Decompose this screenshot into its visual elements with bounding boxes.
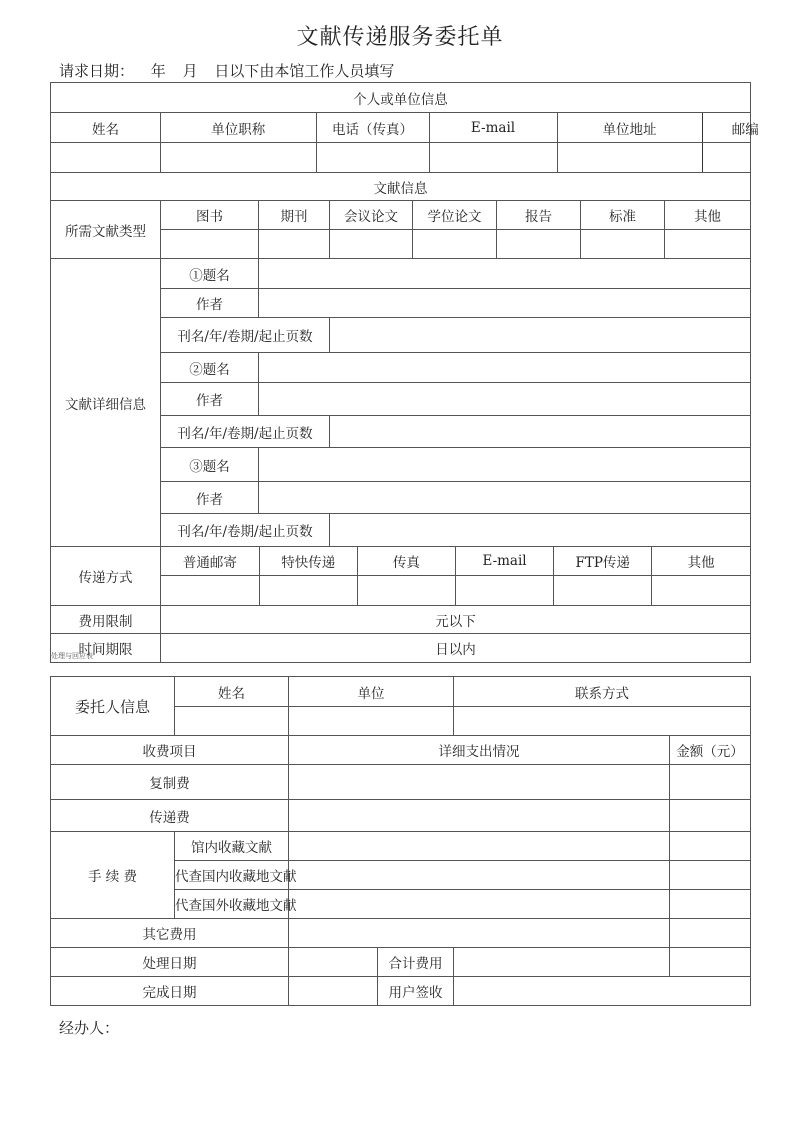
literature-info-header: 文献信息 — [51, 173, 751, 201]
type-thesis: 学位论文 — [413, 201, 497, 230]
address-column-header: 单位地址 — [557, 113, 702, 142]
personal-info-header: 个人或单位信息 — [51, 83, 751, 113]
processing-form-table — [50, 676, 751, 1006]
delivery-express: 特快传递 — [259, 547, 357, 575]
process-date-field[interactable] — [289, 948, 378, 977]
copy-fee-detail[interactable] — [289, 765, 670, 800]
client-unit-header: 单位 — [289, 677, 454, 707]
type-journal: 期刊 — [259, 201, 330, 230]
delivery-other-check[interactable] — [652, 576, 750, 605]
handling-local-detail[interactable] — [289, 832, 670, 861]
client-contact-header: 联系方式 — [454, 677, 751, 707]
item2-journal-label: 刊名/年/卷期/起止页数 — [161, 416, 330, 448]
type-book: 图书 — [161, 201, 259, 230]
handler-label: 经办人： — [59, 1019, 120, 1037]
copy-fee-amount[interactable] — [670, 765, 751, 800]
client-contact-field[interactable] — [454, 707, 751, 736]
item1-title-label: ①题名 — [161, 259, 259, 289]
item2-author-label: 作者 — [161, 383, 259, 416]
other-fee-label: 其它费用 — [51, 919, 289, 948]
title-input-cell[interactable] — [161, 143, 316, 172]
handling-fee-label: 手 续 费 — [51, 832, 175, 919]
form-title: 文献传递服务委托单 — [296, 25, 504, 50]
delivery-other: 其他 — [687, 555, 715, 571]
address-input-cell[interactable] — [557, 143, 702, 172]
literature-detail-label: 文献详细信息 — [51, 259, 161, 547]
complete-date-field[interactable] — [289, 977, 378, 1006]
user-sign-label: 用户签收 — [378, 977, 454, 1006]
title-column-header: 单位职称 — [161, 113, 316, 142]
name-input-cell[interactable] — [51, 143, 161, 173]
other-fee-amount[interactable] — [670, 919, 751, 948]
type-conference-check[interactable] — [330, 230, 413, 259]
handling-local-amount[interactable] — [670, 832, 751, 861]
item1-author-label: 作者 — [161, 289, 259, 318]
type-thesis-check[interactable] — [413, 230, 497, 259]
time-limit-label: 时间期限 — [51, 634, 161, 663]
section-note: 处理与回应表 — [51, 652, 93, 660]
other-fee-detail[interactable] — [289, 919, 670, 948]
item3-author-label: 作者 — [161, 482, 259, 514]
total-fee-field[interactable] — [454, 948, 670, 977]
item3-journal-label: 刊名/年/卷期/起止页数 — [161, 514, 330, 547]
type-standard-check[interactable] — [581, 230, 665, 259]
handling-item-local: 馆内收藏文献 — [175, 832, 289, 861]
fee-amount-header: 金额（元） — [670, 736, 751, 765]
item2-journal-field[interactable] — [330, 416, 751, 448]
complete-date-label: 完成日期 — [51, 977, 289, 1006]
literature-type-label: 所需文献类型 — [51, 201, 161, 259]
delivery-fax-check[interactable] — [357, 576, 455, 605]
request-year-label: 年 — [150, 62, 166, 80]
item1-author-field[interactable] — [259, 289, 751, 318]
type-standard: 标准 — [581, 201, 665, 230]
delivery-fee-label: 传递费 — [51, 800, 289, 832]
item1-journal-label: 刊名/年/卷期/起止页数 — [161, 318, 330, 353]
delivery-ftp-check[interactable] — [554, 576, 652, 605]
name-column-header: 姓名 — [51, 113, 161, 143]
client-info-label: 委托人信息 — [51, 677, 175, 736]
request-date-label: 请求日期： — [59, 62, 135, 80]
handling-foreign-amount[interactable] — [670, 890, 751, 919]
delivery-email: E-mail — [455, 547, 553, 575]
type-other: 其他 — [665, 201, 751, 230]
delivery-fee-amount[interactable] — [670, 800, 751, 832]
process-date-label: 处理日期 — [51, 948, 289, 977]
fee-limit-field[interactable]: 元以下 — [161, 606, 751, 634]
delivery-fax: 传真 — [357, 547, 455, 575]
client-name-field[interactable] — [175, 707, 289, 736]
staff-fill-note: 日以下由本馆工作人员填写 — [214, 62, 395, 80]
total-fee-amount[interactable] — [670, 948, 751, 977]
item2-author-field[interactable] — [259, 383, 751, 416]
item1-title-field[interactable] — [259, 259, 751, 289]
copy-fee-label: 复制费 — [51, 765, 289, 800]
time-limit-field[interactable]: 日以内 — [161, 634, 751, 663]
item1-journal-field[interactable] — [330, 318, 751, 353]
type-report: 报告 — [497, 201, 581, 230]
fee-item-header: 收费项目 — [51, 736, 289, 765]
delivery-ftp: FTP传递 — [554, 547, 652, 575]
item3-journal-field[interactable] — [330, 514, 751, 547]
item3-author-field[interactable] — [259, 482, 751, 514]
delivery-express-check[interactable] — [259, 576, 357, 605]
type-book-check[interactable] — [161, 230, 259, 259]
total-fee-label: 合计费用 — [378, 948, 454, 977]
fee-detail-header: 详细支出情况 — [289, 736, 670, 765]
type-conference: 会议论文 — [330, 201, 413, 230]
email-input-cell[interactable] — [429, 143, 557, 172]
request-form-table — [50, 82, 759, 663]
handling-domestic-amount[interactable] — [670, 861, 751, 890]
item2-title-field[interactable] — [259, 353, 751, 383]
item2-title-label: ②题名 — [161, 353, 259, 383]
item3-title-field[interactable] — [259, 448, 751, 482]
postcode-column-header: 邮编 — [731, 121, 759, 138]
email-column-header: E-mail — [429, 113, 557, 142]
delivery-email-check[interactable] — [455, 576, 553, 605]
type-journal-check[interactable] — [259, 230, 330, 259]
item3-title-label: ③题名 — [161, 448, 259, 482]
handling-item-foreign: 代查国外收藏地文献 — [175, 890, 289, 919]
fee-limit-label: 费用限制 — [51, 606, 161, 634]
delivery-fee-detail[interactable] — [289, 800, 670, 832]
delivery-mail: 普通邮寄 — [161, 547, 259, 575]
delivery-method-label: 传递方式 — [51, 547, 161, 606]
user-sign-field[interactable] — [454, 977, 751, 1006]
delivery-mail-check[interactable] — [161, 576, 259, 605]
handling-foreign-detail[interactable] — [289, 890, 670, 919]
request-month-label: 月 — [182, 62, 198, 80]
client-name-header: 姓名 — [175, 677, 289, 707]
postcode-input-cell[interactable] — [702, 143, 788, 172]
type-report-check[interactable] — [497, 230, 581, 259]
handling-item-domestic: 代查国内收藏地文献 — [175, 861, 289, 890]
phone-input-cell[interactable] — [316, 143, 429, 172]
request-date-line — [59, 60, 394, 81]
client-unit-field[interactable] — [289, 707, 454, 736]
type-other-check[interactable] — [665, 230, 751, 259]
phone-column-header: 电话（传真） — [316, 113, 429, 142]
handling-domestic-detail[interactable] — [289, 861, 670, 890]
